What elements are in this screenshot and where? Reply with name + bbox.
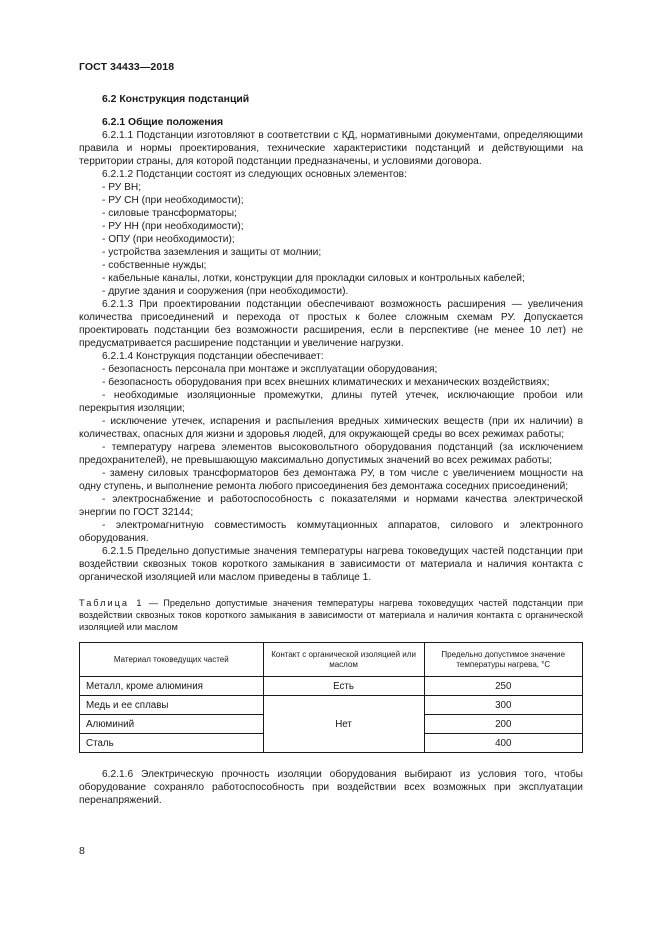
table-row [80,677,583,696]
provides-list [79,363,583,545]
column-header-temperature: Предельно допустимое значение температуры нагрева, °С [424,643,582,677]
table-caption [79,597,583,633]
paragraph-6-2-1-5: 6.2.1.5 Предельно допустимые значения температуры нагрева токоведущих частей подстанции при воздействии сквозных токов короткого замыкания в зависимости от материала и наличия контакта с органической изоляцией или маслом приведены в таблице 1. [79,546,583,583]
paragraph-6-2-1-6: 6.2.1.6 Электрическую прочность изоляции оборудования выбирают из условия того, чтобы оборудование сохраняло работоспособность при воздействии всех возможных при эксплуатации перенапряжений. [79,769,583,806]
temperature-table [79,642,583,753]
section-title: 6.2 Конструкция подстанций [102,94,250,105]
list-item: - кабельные каналы, лотки, конструкции для прокладки силовых и контрольных кабелей; [102,273,525,284]
subsection-title: 6.2.1 Общие положения [102,117,224,128]
cell-material: Медь и ее сплавы [80,696,264,715]
list-item: - безопасность оборудования при всех внешних климатических и механических воздействиях; [102,377,550,388]
standard-header: ГОСТ 34433—2018 [79,61,175,73]
table-caption-text: — Предельно допустимые значения температуры нагрева токоведущих частей подстанции при воздействии сквозных токов короткого замыкания в зависимости от материала и наличия контакта с органической изоляцией или маслом [79,598,583,632]
page-number: 8 [79,845,85,857]
list-item: - ОПУ (при необходимости); [102,234,235,245]
paragraph-6-2-1-1: 6.2.1.1 Подстанции изготовляют в соответствии с КД, нормативными документами, определяющими правила и нормы проектирования, технические характеристики подстанций и действующими на территории страны, для которой подстанции предназначены, и условиями договора. [79,130,583,167]
cell-material: Металл, кроме алюминия [80,677,264,696]
list-item: - электромагнитную совместимость коммутационных аппаратов, силового и электронного оборудования. [79,520,583,544]
table-caption-label: Таблица 1 [79,598,144,608]
elements-list [79,181,583,298]
cell-temperature: 400 [424,734,582,753]
cell-material: Алюминий [80,715,264,734]
list-item: - устройства заземления и защиты от молнии; [102,247,322,258]
column-header-material: Материал токоведущих частей [80,643,264,677]
paragraph-6-2-1-2: 6.2.1.2 Подстанции состоят из следующих основных элементов: [102,169,407,180]
cell-contact: Есть [263,677,424,696]
page-content [79,93,583,807]
paragraph-6-2-1-3: 6.2.1.3 При проектировании подстанции обеспечивают возможность расширения — увеличения количества присоединений и перехода от простых к более сложным схемам РУ. Допускается проектировать подстанции без возможности расширения, если в перспективе (не менее 10 лет) не предусматривается расширение подстанции и увеличение нагрузки. [79,299,583,349]
cell-temperature: 300 [424,696,582,715]
list-item: - замену силовых трансформаторов без демонтажа РУ, в том числе с увеличением мощности на одну ступень, и выполнение ремонта любого присоединения без демонтажа соседних присоединений; [79,468,583,492]
cell-temperature: 250 [424,677,582,696]
list-item: - РУ СН (при необходимости); [102,195,244,206]
paragraph-6-2-1-4: 6.2.1.4 Конструкция подстанции обеспечивает: [102,351,324,362]
list-item: - безопасность персонала при монтаже и эксплуатации оборудования; [102,364,438,375]
list-item: - РУ НН (при необходимости); [102,221,244,232]
list-item: - необходимые изоляционные промежутки, длины путей утечек, исключающие пробои или перекрытия изоляции; [79,390,583,414]
list-item: - электроснабжение и работоспособность с показателями и нормами качества электрической энергии по ГОСТ 32144; [79,494,583,518]
list-item: - температуру нагрева элементов высоковольтного оборудования подстанций (за исключением предохранителей), не превышающую максимально допустимых значений во всех режимах работы; [79,442,583,466]
list-item: - силовые трансформаторы; [102,208,237,219]
list-item: - исключение утечек, испарения и распыления вредных химических веществ (при их наличии) в количествах, опасных для жизни и здоровья людей, для окружающей среды во всех режимах работы; [79,416,583,440]
table-header-row [80,643,583,677]
list-item: - РУ ВН; [102,182,142,193]
table-row [80,696,583,715]
column-header-contact: Контакт с органической изоляцией или маслом [263,643,424,677]
list-item: - другие здания и сооружения (при необходимости). [102,286,349,297]
list-item: - собственные нужды; [102,260,207,271]
cell-temperature: 200 [424,715,582,734]
cell-material: Сталь [80,734,264,753]
cell-contact: Нет [263,696,424,753]
